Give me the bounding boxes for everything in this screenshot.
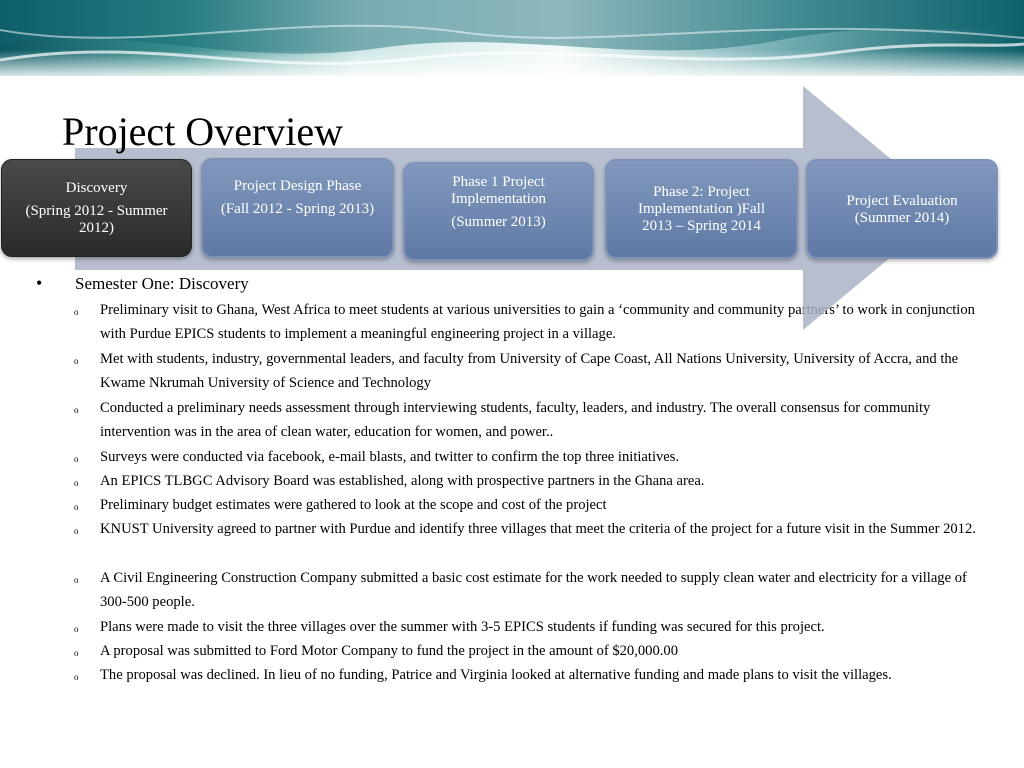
sub-bullet-text: An EPICS TLBGC Advisory Board was established, along with prospective partners in the Ghana area. (100, 473, 705, 489)
sub-bullet-marker: o (74, 405, 79, 415)
sub-bullet-text: Conducted a preliminary needs assessment through interviewing students, faculty, leaders, and industry. The overall consensus for community intervention was in the area of clean water, education for women, and power.. (100, 400, 931, 441)
phase-dates: (Spring 2012 - Summer 2012) (25, 202, 168, 236)
sub-bullet-marker: o (74, 502, 79, 512)
sub-bullet-text: The proposal was declined. In lieu of no funding, Patrice and Virginia looked at alternative funding and made plans to visit the villages. (100, 667, 892, 683)
sub-bullet-marker: o (74, 454, 79, 464)
sub-bullet-marker: o (74, 307, 79, 317)
phase-2-implementation (605, 159, 798, 259)
sub-bullet-marker: o (74, 672, 79, 682)
phase-evaluation (806, 159, 998, 259)
phase-name: Discovery (65, 179, 128, 196)
sub-bullet-marker: o (74, 624, 79, 634)
phase-dates: (Summer 2014) (854, 210, 950, 226)
section-heading: Semester One: Discovery (75, 274, 249, 293)
bullet-marker: • (36, 273, 43, 293)
phase-name: Project Evaluation (846, 193, 958, 209)
phase-name: Phase 1 Project Implementation (451, 174, 546, 207)
sub-bullet-text: A Civil Engineering Construction Company submitted a basic cost estimate for the work needed to supply clean water and electricity for a village of 300-500 people. (100, 570, 967, 611)
sub-bullet-text: KNUST University agreed to partner with Purdue and identify three villages that meet the criteria of the project for a future visit in the Summer 2012. (100, 521, 976, 537)
phase-dates: (Summer 2013) (451, 214, 546, 230)
phase-dates: (Fall 2012 - Spring 2013) (220, 201, 375, 217)
sub-bullet-marker: o (74, 648, 79, 658)
sub-bullet-text: Met with students, industry, governmental leaders, and faculty from University of Cape Coast, All Nations University, University of Accra, and the Kwame Nkrumah University of Science and Technology (100, 351, 959, 392)
phase-name: Phase 2: Project Implementation )Fall 2013 – Spring 2014 (637, 183, 766, 234)
sub-bullet-text: Plans were made to visit the three villages over the summer with 3-5 EPICS students if funding was secured for this project. (100, 619, 825, 635)
sub-bullet-text: Surveys were conducted via facebook, e-mail blasts, and twitter to confirm the top three initiatives. (100, 449, 680, 465)
phase-name: Project Design Phase (233, 178, 362, 194)
sub-bullet-marker: o (74, 356, 79, 366)
sub-bullet-marker: o (74, 575, 79, 585)
phase-discovery (1, 159, 192, 257)
sub-bullet-marker: o (74, 526, 79, 536)
sub-bullet-text: Preliminary budget estimates were gathered to look at the scope and cost of the project (100, 497, 607, 513)
sub-bullet-text: A proposal was submitted to Ford Motor Company to fund the project in the amount of $20,000.00 (100, 643, 679, 659)
phase-1-implementation (403, 162, 594, 261)
sub-bullet-text: Preliminary visit to Ghana, West Africa to meet students at various universities to gain a ‘community and community partners’ to work in conjunction with Purdue EPICS students to implement a meaningful engineering project in a village. (100, 302, 975, 343)
sub-bullet-marker: o (74, 478, 79, 488)
phase-design (201, 158, 394, 258)
slide-title: Project Overview (62, 109, 344, 154)
